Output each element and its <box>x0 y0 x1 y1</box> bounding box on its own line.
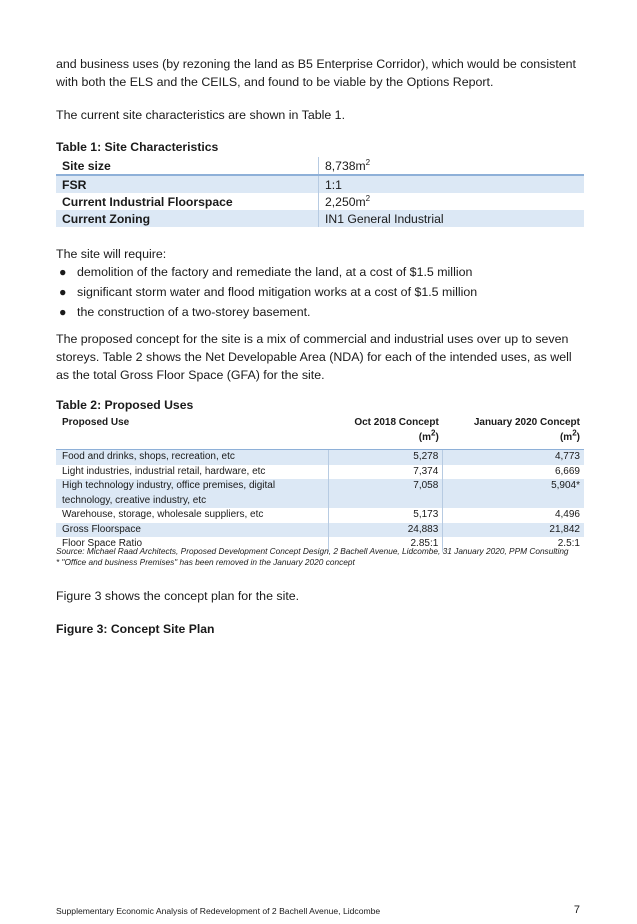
site-characteristics-table <box>56 157 584 227</box>
table-row <box>56 465 584 480</box>
row-label: Current Industrial Floorspace <box>62 194 233 209</box>
table-row <box>56 210 584 227</box>
bullet-icon: ● <box>59 304 67 319</box>
bullet-icon: ● <box>59 265 67 279</box>
header-jan-2020: January 2020 Concept $(m^2)$ <box>443 414 584 450</box>
list-item: ● significant storm water and flood mitigation works at a cost of $1.5 million <box>56 283 584 303</box>
header-proposed-use: Proposed Use <box>56 414 328 450</box>
footer-title: Supplementary Economic Analysis of Redevelopment of 2 Bachell Avenue, Lidcombe <box>56 906 381 916</box>
cell-oct-2018: 5,278 <box>328 450 443 465</box>
table-row <box>56 523 584 538</box>
table2-caption: Table 2: Proposed Uses <box>56 398 194 412</box>
page-footer <box>56 906 584 916</box>
cell-jan-2020: 4,773 <box>443 450 584 465</box>
table1-caption: Table 1: Site Characteristics <box>56 140 219 154</box>
row-value: 1:1 <box>319 175 585 193</box>
table-header-row <box>56 414 584 450</box>
row-label: Site size <box>56 157 319 175</box>
proposed-uses-table <box>56 414 584 552</box>
table-row <box>56 175 584 193</box>
cell-use: High technology industry, office premises, digital technology, creative industry, etc <box>56 479 328 508</box>
table-row <box>56 479 584 508</box>
table-row <box>56 450 584 465</box>
table2-source <box>56 546 596 568</box>
page-number: 7 <box>573 904 580 916</box>
cell-oct-2018: 7,374 <box>328 465 443 480</box>
cell-jan-2020: 6,669 <box>443 465 584 480</box>
concept-paragraph: The proposed concept for the site is a mix of commercial and industrial uses over up to seven storeys. Table 2 shows the Net Developable Area (NDA) for each of the intended uses, as well as the total Gross Floor Space (GFA) for the site. <box>56 332 572 382</box>
cell-jan-2020: 21,842 <box>443 523 584 538</box>
cell-use: Light industries, industrial retail, hardware, etc <box>62 465 266 477</box>
requirements-list <box>56 263 584 322</box>
requirements-lead: The site will require: <box>56 247 167 261</box>
cell-jan-2020: 5,904* <box>443 479 584 508</box>
cell-jan-2020: 4,496 <box>443 508 584 523</box>
list-item: ● demolition of the factory and remediate the land, at a cost of $1.5 million <box>56 263 584 283</box>
table-row <box>56 157 584 175</box>
row-value: $2,250m^2$ <box>319 193 585 210</box>
row-label: Current Zoning <box>56 210 319 227</box>
table1-reference-paragraph: The current site characteristics are shown in Table 1. <box>56 108 346 122</box>
intro-paragraph: and business uses (by rezoning the land as B5 Enterprise Corridor), which would be consistent with both the ELS and the CEILS, and found to be viable by the Options Report. <box>56 57 576 89</box>
source-note: Source: Michael Raad Architects, Proposed Development Concept Design, 2 Bachell Avenue, Lidcombe, 31 January 2020, PPM Consulting <box>56 546 569 556</box>
cell-use: Floor Space Ratio <box>62 538 143 549</box>
row-value: $8,738m^2$ <box>319 157 585 175</box>
row-value: IN1 General Industrial <box>319 210 585 227</box>
cell-oct-2018: 2.85:1 <box>328 537 443 552</box>
figure-caption: Figure 3: Concept Site Plan <box>56 622 215 636</box>
footnote: * "Office and business Premises" has been removed in the January 2020 concept <box>56 557 355 567</box>
cell-use: Warehouse, storage, wholesale suppliers, etc <box>62 509 264 520</box>
cell-use: Food and drinks, shops, recreation, etc <box>56 450 328 465</box>
table-row <box>56 508 584 523</box>
header-oct-2018: Oct 2018 Concept $(m^2)$ <box>328 414 443 450</box>
figure-reference-paragraph: Figure 3 shows the concept plan for the site. <box>56 589 300 603</box>
cell-oct-2018: 24,883 <box>328 523 443 538</box>
cell-oct-2018: 7,058 <box>328 479 443 508</box>
row-label: FSR <box>56 175 319 193</box>
cell-jan-2020: 2.5:1 <box>443 537 584 552</box>
cell-use: Gross Floorspace <box>56 523 328 538</box>
bullet-icon: ● <box>59 284 67 299</box>
table-row <box>56 193 584 210</box>
cell-oct-2018: 5,173 <box>328 508 443 523</box>
list-item: ● the construction of a two-storey basement. <box>56 303 584 323</box>
